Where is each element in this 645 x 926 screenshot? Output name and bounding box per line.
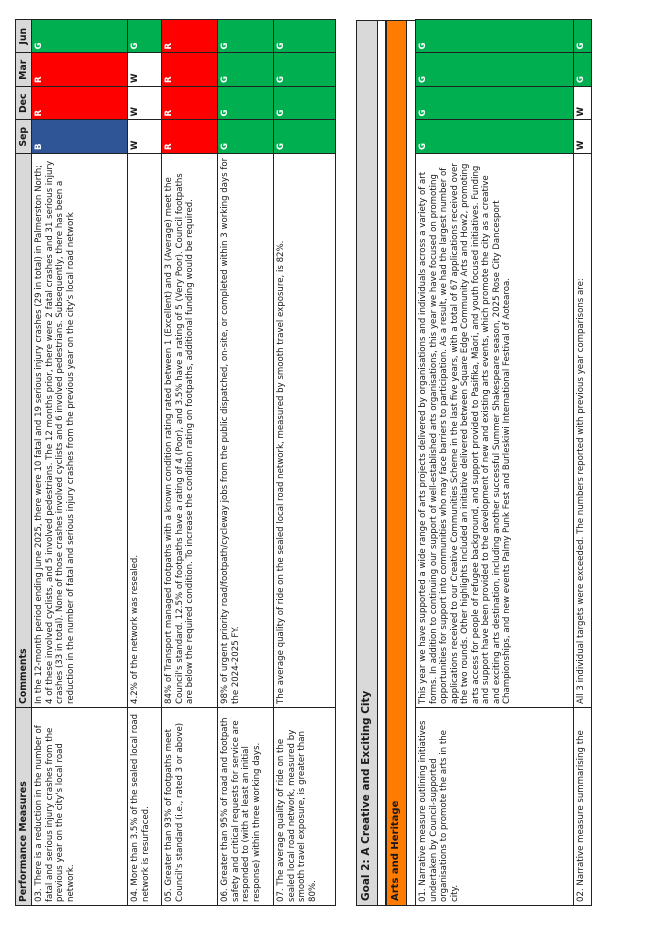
section-divider: [407, 20, 415, 906]
table-header-row: [16, 20, 32, 906]
section-gap: [336, 20, 356, 906]
rating-sep: G: [416, 120, 574, 154]
rating-sep: W: [574, 120, 592, 154]
header-performance-measures: Performance Measures: [16, 708, 32, 906]
header-dec: Dec: [16, 87, 32, 121]
rating-sep: W: [128, 120, 162, 154]
rating-jun: G: [218, 20, 274, 54]
rating-dec: R: [162, 87, 218, 121]
goal-heading: Goal 2: A Creative and Exciting City: [356, 20, 378, 906]
measure-cell: 01. Narrative measure outlining initiatives undertaken by Council-supported organisations to promote the arts in the city.: [416, 708, 574, 906]
comment-cell: 84% of Transport managed footpaths with a known condition rating rated between 1 (Excellent) and 3 (Average) meet the Council's standard. 12.5% of footpaths have a rating of 4 (Poor), and 3.5% have a rating of 5 (Very Poor). Council footpaths are below the required condition. To increase the condition rating on footpaths, additional funding would be required.: [162, 154, 218, 708]
measure-cell: 03. There is a reduction in the number of fatal and serious injury crashes from the previous year on the city's local road network.: [32, 708, 128, 906]
measure-cell: 07. The average quality of ride on the sealed local road network, measured by smooth travel exposure, is greater than 80%.: [274, 708, 336, 906]
rating-dec: R: [32, 87, 128, 121]
rating-dec: W: [574, 87, 592, 121]
rating-mar: R: [162, 53, 218, 87]
rating-jun: G: [128, 20, 162, 54]
rating-mar: G: [218, 53, 274, 87]
section-heading-arts-heritage: Arts and Heritage: [386, 20, 407, 906]
comment-cell: 98% of urgent priority road/footpath/cycleway jobs from the public dispatched, on-site, or completed within 3 working days for the 2024-2025 FY.: [218, 154, 274, 708]
comment-cell: This year we have supported a wide range of arts projects delivered by organisations and individuals across a variety of art forms. In addition to continuing our support of well-established arts organisations, this year we have focused on promoting opportunities for support into communities who may face barriers to participation. As a result, we had the largest number of applications received to our Creative Communities Scheme in the last five years, with a total of 67 applications received over the two rounds. Other highlights included an initiative delivered between Square Edge Community Arts and How2, promoting arts access for people of refugee background, and support provided to Pasifika, Māori, and youth focused initiatives. Funding and support have been provided to the development of new and existing arts events, which promote the city as a creative and exciting arts destination, including another successful Summer Shakespeare season, 2025 Rose City Dancesport Championships, and new events Palmy Punk Fest and Burleskiwi International Festival of Aotearoa.: [416, 154, 574, 708]
table-row: [574, 20, 592, 906]
rating-mar: R: [32, 53, 128, 87]
header-jun: Jun: [16, 20, 32, 54]
performance-table-arts: [415, 19, 592, 906]
rating-dec: W: [128, 87, 162, 121]
goal-divider: [378, 20, 386, 906]
rating-dec: G: [218, 87, 274, 121]
measure-cell: 05. Greater than 93% of footpaths meet Council's standard (i.e., rated 3 or above): [162, 708, 218, 906]
rating-mar: W: [128, 53, 162, 87]
rating-jun: G: [416, 20, 574, 54]
measure-cell: 04. More than 3.5% of the sealed local road network is resurfaced.: [128, 708, 162, 906]
header-sep: Sep: [16, 120, 32, 154]
measure-cell: 02. Narrative measure summarising the: [574, 708, 592, 906]
header-mar: Mar: [16, 53, 32, 87]
rating-dec: G: [274, 87, 336, 121]
comment-cell: All 3 individual targets were exceeded. The numbers reported with previous year comparisons are:: [574, 154, 592, 708]
table-row: [416, 20, 574, 906]
rating-jun: G: [274, 20, 336, 54]
rating-sep: B: [32, 120, 128, 154]
rating-sep: G: [218, 120, 274, 154]
comment-cell: 4.2% of the network was resealed.: [128, 154, 162, 708]
rating-sep: R: [162, 120, 218, 154]
table-row: [162, 20, 218, 906]
rating-mar: G: [274, 53, 336, 87]
table-row: [32, 20, 128, 906]
rating-jun: G: [574, 20, 592, 54]
table-row: [274, 20, 336, 906]
performance-table-transport: [15, 19, 336, 906]
rating-dec: G: [416, 87, 574, 121]
measure-cell: 06. Greater than 95% of road and footpath safety and critical requests for service are responded to (with at least an initial response) within three working days.: [218, 708, 274, 906]
rating-jun: G: [32, 20, 128, 54]
comment-cell: The average quality of ride on the sealed local road network, measured by smooth travel exposure, is 82%.: [274, 154, 336, 708]
rating-mar: G: [416, 53, 574, 87]
table-row: [128, 20, 162, 906]
rating-jun: R: [162, 20, 218, 54]
rating-sep: G: [274, 120, 336, 154]
rating-mar: G: [574, 53, 592, 87]
table-row: [218, 20, 274, 906]
header-comments: Comments: [16, 154, 32, 708]
comment-cell: In the 12-month period ending June 2025, there were 10 fatal and 19 serious injury crashes (29 in total) in Palmerston North; 4 of these involved cyclists, and 5 involved pedestrians. The 12 months prior, there were 2 fatal crashes and 31 serious injury crashes (33 in total). None of those crashes involved cyclists and 6 involved pedestrians. Subsequently, there has been a reduction in the number of fatal and serious injury crashes from the previous year on the city's local road network: [32, 154, 128, 708]
